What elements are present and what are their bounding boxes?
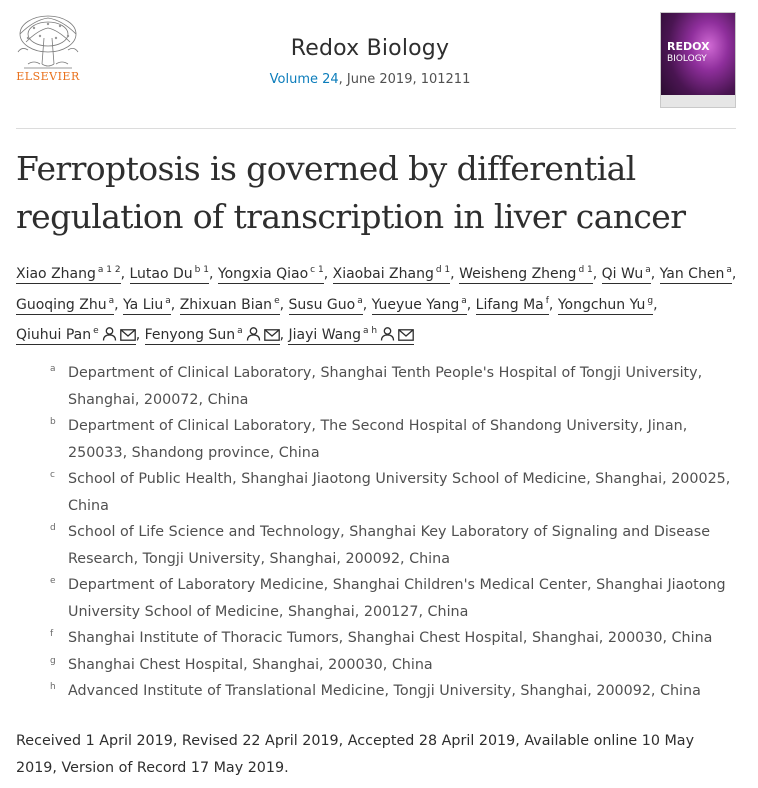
author-affiliation-marker: e <box>93 326 99 336</box>
issue-details: , June 2019, 101211 <box>338 72 471 87</box>
author-name-link[interactable] <box>130 266 209 284</box>
author-separator: , <box>466 296 472 313</box>
affiliation-label: d <box>50 523 56 533</box>
author-name: Xiaobai Zhang <box>332 266 434 282</box>
author-name-link[interactable] <box>145 327 280 345</box>
publisher-wordmark: ELSEVIER <box>16 70 80 83</box>
person-icon[interactable] <box>102 324 117 351</box>
author-name: Xiao Zhang <box>16 266 96 282</box>
affiliation-item <box>16 466 738 519</box>
author-name: Fenyong Sun <box>144 327 236 343</box>
journal-title-link[interactable]: Redox Biology <box>290 36 450 61</box>
author-name-link[interactable] <box>16 266 121 284</box>
author-item <box>288 327 414 345</box>
author-affiliation-marker: d 1 <box>578 265 593 275</box>
mail-icon[interactable] <box>120 324 136 351</box>
author-separator: , <box>170 296 176 313</box>
author-affiliation-marker: a <box>165 295 171 306</box>
author-separator: , <box>650 266 656 282</box>
author-item <box>145 327 284 345</box>
author-name: Zhixuan Bian <box>179 296 273 313</box>
affiliation-label: c <box>50 470 55 480</box>
author-affiliation-marker: a h <box>363 326 378 336</box>
author-separator: , <box>135 327 141 343</box>
affiliation-label: b <box>50 417 56 427</box>
author-name-link[interactable] <box>333 266 451 284</box>
author-affiliation-marker: a <box>726 265 732 275</box>
cover-title-main: REDOX <box>667 40 710 53</box>
author-name: Yan Chen <box>659 266 725 282</box>
author-item <box>289 297 368 315</box>
author-name-link[interactable] <box>459 266 593 284</box>
author-separator: , <box>548 296 554 313</box>
author-name: Ya Liu <box>123 296 164 313</box>
author-affiliation-marker: a <box>108 295 115 306</box>
author-affiliation-marker: c 1 <box>310 265 324 275</box>
author-item <box>180 297 284 315</box>
author-separator: , <box>323 266 329 282</box>
author-separator: , <box>362 296 368 313</box>
author-name-link[interactable] <box>180 297 280 315</box>
affiliation-label: h <box>50 682 56 692</box>
author-item <box>558 297 658 315</box>
author-item <box>333 266 455 284</box>
author-name-link[interactable] <box>123 297 171 315</box>
author-name: Yongxia Qiao <box>217 266 309 282</box>
author-name-link[interactable] <box>16 297 114 315</box>
person-icon[interactable] <box>380 324 395 351</box>
article-dates: Received 1 April 2019, Revised 22 April 2019, Accepted 28 April 2019, Available online 10 May 2019, Version of Record 17 May 2019. <box>16 733 695 776</box>
author-item <box>372 297 472 315</box>
author-list <box>16 257 738 351</box>
author-item <box>130 266 214 284</box>
affiliation-label: e <box>50 576 56 586</box>
author-affiliation-marker: a <box>237 326 243 336</box>
affiliation-item <box>16 625 738 652</box>
affiliation-text: Department of Clinical Laboratory, The Second Hospital of Shandong University, Jinan, 250033, Shandong province, China <box>68 418 688 461</box>
author-name-link[interactable] <box>476 297 549 315</box>
affiliation-item <box>16 678 738 705</box>
affiliation-text: Department of Clinical Laboratory, Shanghai Tenth People's Hospital of Tongji University, Shanghai, 200072, China <box>68 365 703 408</box>
author-name: Yongchun Yu <box>557 296 646 313</box>
author-separator: , <box>450 266 455 282</box>
author-item <box>16 266 125 284</box>
author-item <box>218 266 328 284</box>
affiliation-item <box>16 519 738 572</box>
author-separator: , <box>279 327 285 343</box>
author-item <box>459 266 597 284</box>
author-name: Qiuhui Pan <box>16 327 92 343</box>
cover-footer-strip <box>661 95 735 107</box>
author-separator: , <box>592 266 598 282</box>
affiliation-text: School of Life Science and Technology, Shanghai Key Laboratory of Signaling and Disease Research, Tongji University, Shanghai, 200092, China <box>68 524 711 567</box>
affiliation-text: Shanghai Chest Hospital, Shanghai, 200030, China <box>68 656 433 673</box>
author-affiliation-marker: g <box>647 295 654 306</box>
author-item <box>123 297 175 315</box>
affiliation-item <box>16 652 738 679</box>
author-separator: , <box>208 266 214 282</box>
author-affiliation-marker: a 1 2 <box>97 265 121 275</box>
author-name: Guoqing Zhu <box>16 296 107 313</box>
header-divider <box>16 128 736 129</box>
affiliation-item <box>16 572 738 625</box>
author-item <box>660 266 737 284</box>
author-separator: , <box>120 266 126 282</box>
affiliation-text: Department of Laboratory Medicine, Shanghai Children's Medical Center, Shanghai Jiaotong University School of Medicine, Shanghai, 200127, China <box>68 577 726 620</box>
affiliation-label: g <box>50 655 56 666</box>
author-separator: , <box>653 296 658 313</box>
author-name-link[interactable] <box>16 327 136 345</box>
author-affiliation-marker: a <box>461 295 467 306</box>
author-item <box>476 297 554 315</box>
author-item <box>16 297 119 315</box>
journal-cover-image[interactable] <box>660 12 736 108</box>
author-affiliation-marker: b 1 <box>194 265 209 275</box>
cover-title <box>667 41 710 65</box>
author-name: Yueyue Yang <box>371 296 460 313</box>
author-separator: , <box>731 266 737 282</box>
author-name-link[interactable] <box>289 297 363 315</box>
affiliation-label: f <box>50 629 54 639</box>
author-affiliation-marker: f <box>545 295 549 306</box>
affiliation-text: Shanghai Institute of Thoracic Tumors, Shanghai Chest Hospital, Shanghai, 200030, China <box>68 630 713 646</box>
author-affiliation-marker: d 1 <box>435 265 451 275</box>
author-item <box>602 266 656 284</box>
person-icon[interactable] <box>246 324 261 351</box>
author-name-link[interactable] <box>660 266 732 284</box>
article-title: Ferroptosis is governed by differential regulation of transcription in liver cancer <box>16 149 686 236</box>
author-name: Lifang Ma <box>475 296 544 313</box>
mail-icon[interactable] <box>264 324 280 351</box>
mail-icon[interactable] <box>398 324 414 351</box>
affiliation-label: a <box>50 364 56 374</box>
author-name: Susu Guo <box>288 296 356 313</box>
affiliation-item <box>16 360 738 413</box>
author-separator: , <box>279 296 285 313</box>
author-name-link[interactable] <box>288 327 414 345</box>
author-affiliation-marker: a <box>645 265 651 275</box>
cover-title-sub: BIOLOGY <box>667 54 707 64</box>
author-name-link[interactable] <box>602 266 651 284</box>
author-affiliation-marker: a <box>357 295 363 306</box>
article-header <box>0 0 758 129</box>
author-item <box>16 327 140 345</box>
author-affiliation-marker: e <box>274 295 280 306</box>
author-name-link[interactable] <box>372 297 467 315</box>
affiliation-text: School of Public Health, Shanghai Jiaotong University School of Medicine, Shanghai, 200025, China <box>68 471 731 514</box>
affiliation-text: Advanced Institute of Translational Medicine, Tongji University, Shanghai, 200092, China <box>68 683 701 699</box>
author-name: Lutao Du <box>129 266 193 282</box>
affiliation-list <box>16 360 738 705</box>
author-name: Jiayi Wang <box>288 327 361 343</box>
affiliation-item <box>16 413 738 466</box>
author-separator: , <box>114 296 119 313</box>
volume-link[interactable]: Volume 24 <box>269 72 339 87</box>
author-name-link[interactable] <box>558 297 653 315</box>
author-name-link[interactable] <box>218 266 324 284</box>
author-name: Qi Wu <box>601 266 644 282</box>
issue-info <box>200 72 540 87</box>
author-name: Weisheng Zheng <box>459 266 577 282</box>
